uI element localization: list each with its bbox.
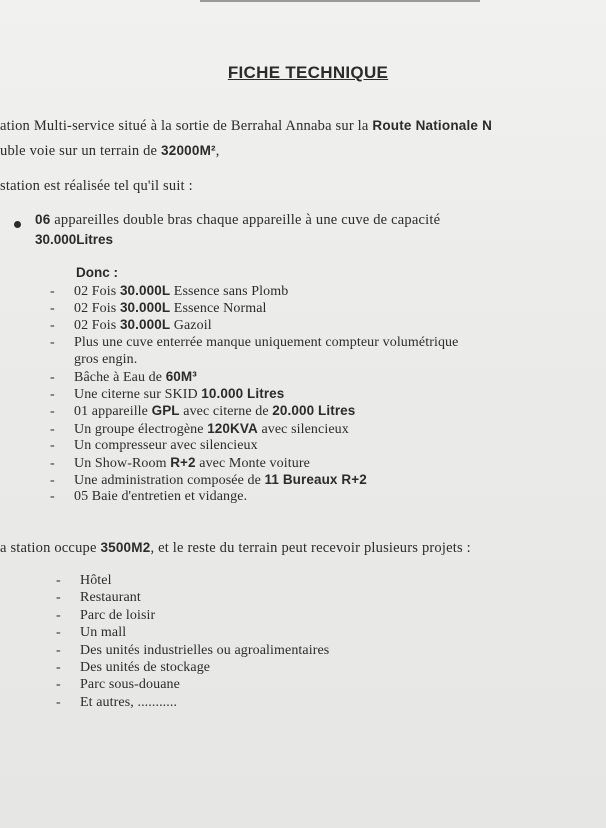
equipment-bold: 120KVA [207, 420, 258, 436]
equipment-item [50, 300, 267, 317]
equipment-item [50, 369, 197, 386]
equipment-text: Un groupe électrogène [74, 421, 208, 437]
equipment-text-suffix: Gazoil [170, 318, 212, 334]
equipment-text-suffix: avec silencieux [257, 421, 349, 437]
project-item [56, 695, 177, 711]
project-item [56, 625, 126, 641]
list-dash: - [50, 301, 55, 317]
equipment-bold: GPL [151, 403, 180, 419]
equipment-text-suffix: Essence sans Plomb [170, 284, 289, 299]
document-title: FICHE TECHNIQUE [227, 63, 389, 82]
equipment-text: Plus une cuve enterrée manque uniquement compteur volumétrique [74, 334, 459, 350]
list-dash: - [56, 590, 61, 606]
equipment-item [50, 283, 288, 300]
list-dash: - [50, 489, 55, 505]
project-item [56, 677, 180, 693]
equipment-item [50, 335, 458, 351]
occupation-line [0, 540, 471, 557]
equipment-item [50, 489, 247, 505]
equipment-text: Un compresseur avec silencieux [74, 437, 258, 453]
list-dash: - [50, 473, 55, 489]
equipment-bold: 10.000 Litres [201, 386, 285, 402]
project-text: Parc sous-douane [80, 677, 180, 693]
occupation-text: a station occupe [0, 540, 101, 556]
equipment-item [50, 352, 137, 368]
intro-line-2-suffix: , [215, 143, 220, 159]
list-dash: - [56, 607, 61, 623]
list-dash: - [56, 625, 61, 641]
equipment-text: 02 Fois [74, 318, 120, 334]
equipment-text: Un Show-Room [74, 456, 171, 471]
equipment-item [50, 472, 367, 489]
list-dash: - [56, 677, 61, 693]
main-bullet-capacity: 30.000Litres [35, 232, 114, 247]
equipment-text: Une citerne sur SKID [74, 387, 202, 403]
occupation-suffix: , et le reste du terrain peut recevoir plusieurs projets : [150, 540, 471, 556]
equipment-item [50, 421, 349, 438]
list-dash: - [50, 404, 55, 420]
list-dash: - [50, 318, 55, 334]
donc-label: Donc : [76, 265, 118, 280]
list-dash: - [50, 421, 55, 437]
list-dash: - [56, 642, 61, 658]
project-text: Hôtel [80, 573, 112, 588]
list-dash: - [50, 456, 55, 471]
equipment-text: gros engin. [74, 351, 138, 367]
equipment-bold-2: 20.000 Litres [272, 403, 356, 419]
equipment-bold: 30.000L [119, 300, 171, 316]
equipment-text: 02 Fois [74, 284, 120, 299]
project-text: Des unités de stockage [80, 660, 211, 675]
equipment-item [50, 438, 258, 454]
project-text: Restaurant [80, 590, 141, 606]
equipment-text-suffix: avec citerne de [179, 404, 273, 420]
project-item [56, 573, 112, 589]
intro-line-2 [0, 143, 220, 160]
page-top-edge [200, 0, 480, 2]
occupation-bold: 3500M2 [100, 540, 151, 555]
main-bullet-line-1 [35, 212, 440, 229]
project-item [56, 590, 141, 606]
list-dash: - [50, 370, 55, 385]
list-dash: - [56, 694, 61, 710]
list-dash: - [50, 437, 55, 453]
equipment-text: Bâche à Eau de [74, 370, 166, 385]
project-item [56, 608, 155, 624]
intro-line-1-bold: Route Nationale N [372, 118, 493, 133]
equipment-bold: 30.000L [119, 317, 171, 333]
intro-line-2-text: uble voie sur un terrain de [0, 143, 162, 159]
equipment-bold: R+2 [170, 455, 196, 470]
intro-line-1-text: ation Multi-service situé à la sortie de Berrahal Annaba sur la [0, 118, 373, 134]
project-item [56, 660, 210, 676]
equipment-item [50, 386, 284, 403]
equipment-text-suffix: avec Monte voiture [195, 456, 310, 471]
list-dash: - [56, 573, 61, 588]
equipment-bold: 30.000L [119, 283, 171, 298]
list-dash: - [50, 387, 55, 403]
intro-line-2-bold: 32000M² [161, 143, 216, 158]
equipment-text: 05 Baie d'entretien et vidange. [74, 489, 248, 505]
realisation-line: station est réalisée tel qu'il suit : [0, 178, 193, 194]
equipment-text: Une administration composée de [74, 473, 265, 489]
equipment-text-suffix: Essence Normal [170, 301, 267, 317]
project-text: Un mall [80, 625, 127, 641]
equipment-item [50, 403, 355, 420]
intro-line-1 [0, 118, 492, 135]
equipment-text: 01 appareille [74, 404, 152, 420]
equipment-text: 02 Fois [74, 301, 120, 317]
project-text: Parc de loisir [80, 607, 156, 623]
project-text: Et autres, ........... [80, 694, 178, 710]
project-text: Des unités industrielles ou agroalimentaires [80, 642, 330, 658]
list-dash: - [50, 284, 55, 299]
list-dash: - [50, 334, 55, 350]
project-item [56, 643, 329, 659]
equipment-item [50, 455, 310, 472]
equipment-bold: 11 Bureaux R+2 [264, 472, 367, 488]
equipment-bold: 60M³ [165, 369, 197, 384]
list-dash: - [56, 660, 61, 675]
main-bullet-text: appareilles double bras chaque appareille à une cuve de capacité [50, 212, 441, 228]
bullet-dot [14, 221, 21, 228]
equipment-item [50, 317, 212, 334]
main-bullet-count: 06 [35, 212, 51, 227]
